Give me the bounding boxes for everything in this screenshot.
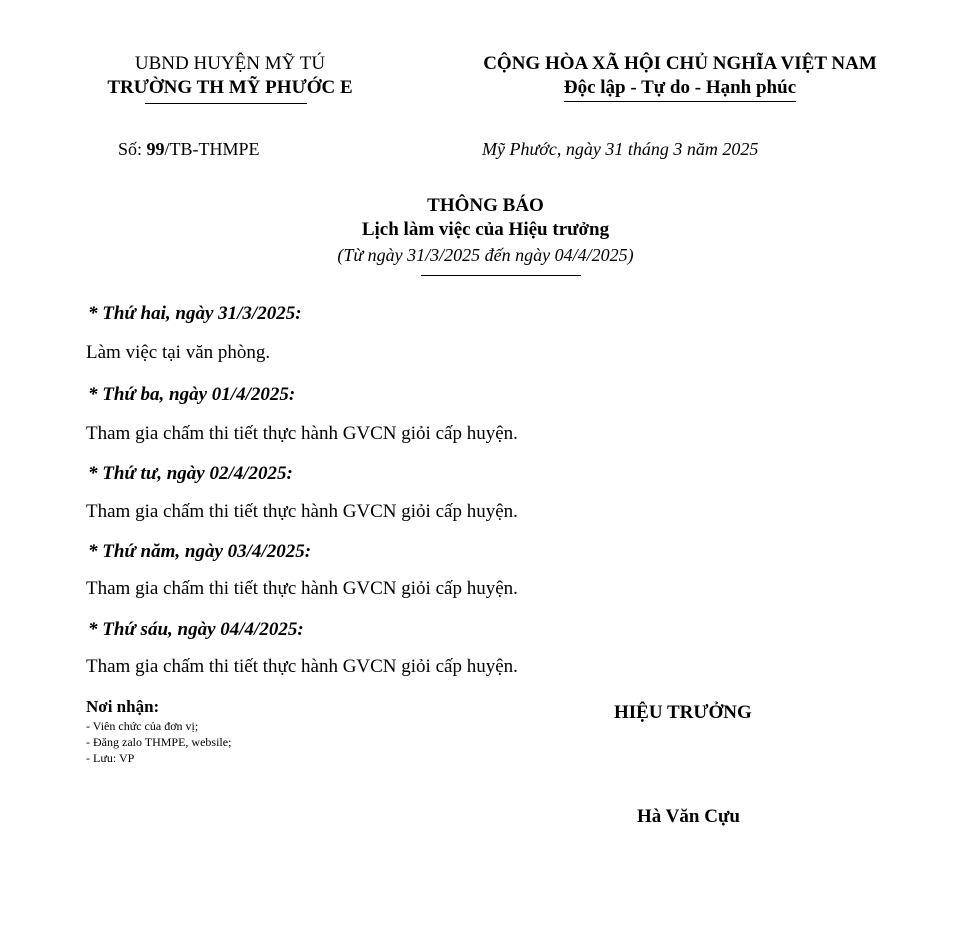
schedule-day: * Thứ hai, ngày 31/3/2025: bbox=[88, 303, 302, 324]
schedule-activity: Tham gia chấm thi tiết thực hành GVCN giỏi cấp huyện. bbox=[86, 656, 518, 677]
nation-line-2: Độc lập - Tự do - Hạnh phúc bbox=[564, 76, 796, 102]
schedule-day: * Thứ năm, ngày 03/4/2025: bbox=[88, 541, 312, 562]
nation-line-1: CỘNG HÒA XÃ HỘI CHỦ NGHĨA VIỆT NAM bbox=[483, 53, 877, 74]
schedule-activity: Tham gia chấm thi tiết thực hành GVCN giỏi cấp huyện. bbox=[86, 501, 518, 522]
org-line-2: TRƯỜNG TH MỸ PHƯỚC E bbox=[107, 77, 353, 98]
schedule-day: * Thứ tư, ngày 02/4/2025: bbox=[88, 463, 293, 484]
schedule-activity: Làm việc tại văn phòng. bbox=[86, 342, 271, 363]
nation-header bbox=[390, 52, 970, 102]
date-range: (Từ ngày 31/3/2025 đến ngày 04/4/2025) bbox=[337, 245, 634, 265]
recipient-item: - Viên chức của đơn vị; bbox=[86, 719, 199, 733]
schedule-day: * Thứ sáu, ngày 04/4/2025: bbox=[88, 619, 304, 640]
schedule-activity: Tham gia chấm thi tiết thực hành GVCN giỏi cấp huyện. bbox=[86, 423, 518, 444]
recipient-item: - Lưu: VP bbox=[86, 751, 135, 765]
document-date: Mỹ Phước, ngày 31 tháng 3 năm 2025 bbox=[482, 139, 759, 159]
recipients-label: Nơi nhận: bbox=[86, 697, 160, 716]
document-number: Số: 99/TB-THMPE bbox=[118, 139, 260, 159]
recipient-item: - Đăng zalo THMPE, websile; bbox=[86, 735, 232, 749]
title-underline bbox=[421, 275, 581, 276]
page-subtitle: Lịch làm việc của Hiệu trưởng bbox=[361, 219, 610, 240]
schedule-day: * Thứ ba, ngày 01/4/2025: bbox=[88, 384, 296, 405]
page-title: THÔNG BÁO bbox=[427, 195, 544, 216]
org-line-1: UBND HUYỆN MỸ TÚ bbox=[134, 53, 326, 74]
schedule-activity: Tham gia chấm thi tiết thực hành GVCN giỏi cấp huyện. bbox=[86, 578, 518, 599]
org-header bbox=[40, 52, 420, 100]
signature-title: HIỆU TRƯỞNG bbox=[614, 702, 752, 723]
signature-name: Hà Văn Cựu bbox=[637, 806, 740, 827]
org-underline bbox=[145, 103, 307, 104]
